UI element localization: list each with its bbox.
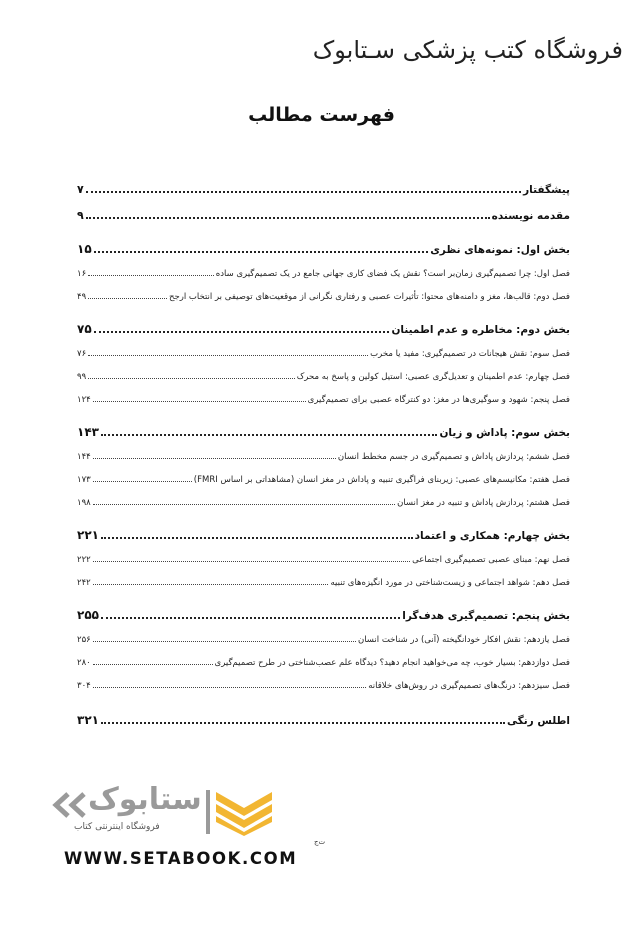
dot-leader (93, 687, 367, 688)
setabook-logo (44, 782, 284, 842)
dot-leader (86, 217, 490, 219)
toc-part-page: ۱۵ (77, 242, 92, 256)
toc-chapter-1[interactable] (77, 256, 570, 279)
toc-part-label: بخش پنجم: تصمیم‌گیری هدف‌گرا (402, 610, 570, 622)
dot-leader (88, 378, 295, 379)
toc-entry-page: ۳۲۱ (77, 713, 99, 727)
toc-intro-section (77, 170, 570, 222)
toc-chapter-page: ۲۲۲ (77, 555, 91, 565)
website-url[interactable]: WWW.SETABOOK.COM (64, 849, 298, 868)
dot-leader (93, 561, 410, 562)
toc-chapter-3[interactable] (77, 336, 570, 359)
toc-entry-atlas[interactable] (77, 701, 570, 727)
toc-chapter-page: ۲۸۰ (77, 658, 91, 668)
toc-part-heading[interactable] (77, 596, 570, 622)
dot-leader (88, 298, 167, 299)
toc-part-label: بخش چهارم: همکاری و اعتماد (414, 530, 570, 542)
toc-entry-author-intro[interactable] (77, 196, 570, 222)
toc-chapter-9[interactable] (77, 542, 570, 565)
toc-part-1 (77, 230, 570, 302)
toc-chapter-7[interactable] (77, 462, 570, 485)
toc-part-label: بخش دوم: مخاطره و عدم اطمینان (391, 324, 570, 336)
dot-leader (88, 275, 214, 276)
table-of-contents (77, 170, 570, 735)
toc-chapter-label: فصل چهارم: عدم اطمینان و تعدیل‌گری عصبی: استیل کولین و پاسخ به محرک (296, 372, 570, 382)
toc-chapter-label: فصل دوازدهم: بسیار خوب، چه می‌خواهید انجام دهید؟ دیدگاه علم عصب‌شناختی در طرح تصمیم‌گیری (214, 658, 570, 668)
double-chevron-icon (48, 792, 92, 818)
toc-chapter-page: ۱۶ (77, 269, 87, 279)
toc-chapter-page: ۱۲۴ (77, 395, 91, 405)
toc-part-page: ۲۵۵ (77, 608, 99, 622)
toc-chapter-page: ۳۰۴ (77, 681, 91, 691)
toc-entry-preface[interactable] (77, 170, 570, 196)
toc-chapter-2[interactable] (77, 279, 570, 302)
toc-chapter-8[interactable] (77, 485, 570, 508)
book-stack-icon (206, 786, 278, 836)
toc-chapter-page: ۱۴۴ (77, 452, 91, 462)
toc-entry-label: مقدمه نویسنده (491, 210, 570, 222)
store-header: فروشگاه کتب پزشکی سـتابوک (312, 36, 623, 64)
toc-part-label: بخش سوم: پاداش و زیان (439, 427, 570, 439)
toc-chapter-10[interactable] (77, 565, 570, 588)
dot-leader (93, 458, 336, 459)
toc-chapter-11[interactable] (77, 622, 570, 645)
dot-leader (94, 331, 390, 333)
toc-part-heading[interactable] (77, 516, 570, 542)
toc-chapter-page: ۱۷۳ (77, 475, 91, 485)
logo-name: ستابوک (88, 782, 202, 817)
toc-chapter-page: ۲۵۶ (77, 635, 91, 645)
toc-part-heading[interactable] (77, 230, 570, 256)
dot-leader (93, 401, 306, 402)
toc-chapter-page: ۴۹ (77, 292, 87, 302)
dot-leader (93, 664, 213, 665)
toc-chapter-label: فصل هشتم: پردازش پاداش و تنبیه در مغز انسان (397, 498, 570, 508)
dot-leader (93, 641, 356, 642)
toc-atlas-section (77, 701, 570, 727)
dot-leader (101, 537, 413, 539)
dot-leader (101, 434, 437, 436)
toc-part-label: بخش اول: نمونه‌های نظری (430, 244, 570, 256)
dot-leader (94, 251, 429, 253)
toc-part-5 (77, 596, 570, 691)
toc-chapter-13[interactable] (77, 668, 570, 691)
dot-leader (101, 617, 400, 619)
toc-part-page: ۲۲۱ (77, 528, 99, 542)
logo-wordmark (44, 782, 204, 842)
toc-chapter-page: ۹۹ (77, 372, 87, 382)
toc-part-heading[interactable] (77, 413, 570, 439)
toc-chapter-5[interactable] (77, 382, 570, 405)
footer-page-number: ت‌ج (314, 838, 326, 846)
toc-entry-page: ۷ (77, 183, 84, 196)
toc-part-page: ۱۴۳ (77, 425, 99, 439)
dot-leader (93, 504, 395, 505)
toc-entry-label: اطلس رنگی (507, 715, 570, 727)
toc-chapter-label: فصل دهم: شواهد اجتماعی و زیست‌شناختی در مورد انگیزه‌های تنبیه (330, 578, 570, 588)
toc-chapter-page: ۷۶ (77, 349, 87, 359)
toc-entry-page: ۹ (77, 209, 84, 222)
toc-chapter-label: فصل سیزدهم: درنگ‌های تصمیم‌گیری در روش‌های خلاقانه (368, 681, 570, 691)
toc-chapter-label: فصل اول: چرا تصمیم‌گیری زمان‌بر است؟ نقش یک فضای کاری جهانی جامع در یک تصمیم‌گیری ساده (215, 269, 570, 279)
toc-part-2 (77, 310, 570, 405)
toc-title: فهرست مطالب (248, 104, 395, 126)
toc-chapter-page: ۱۹۸ (77, 498, 91, 508)
dot-leader (86, 191, 521, 193)
toc-part-3 (77, 413, 570, 508)
toc-part-heading[interactable] (77, 310, 570, 336)
toc-chapter-label: فصل پنجم: شهود و سوگیری‌ها در مغز: دو کنترگاه عصبی برای تصمیم‌گیری (307, 395, 570, 405)
dot-leader (88, 355, 368, 356)
toc-chapter-label: فصل سوم: نقش هیجانات در تصمیم‌گیری: مفید یا مخرب (370, 349, 570, 359)
toc-chapter-4[interactable] (77, 359, 570, 382)
toc-entry-label: پیشگفتار (523, 184, 570, 196)
toc-chapter-page: ۲۴۲ (77, 578, 91, 588)
toc-chapter-label: فصل یازدهم: نقش افکار خودانگیخته (آنی) در شناخت انسان (357, 635, 570, 645)
toc-chapter-12[interactable] (77, 645, 570, 668)
toc-part-4 (77, 516, 570, 588)
toc-chapter-label: فصل نهم: مبنای عصبی تصمیم‌گیری اجتماعی (412, 555, 570, 565)
dot-leader (93, 481, 192, 482)
toc-chapter-label: فصل دوم: قالب‌ها، مغز و دامنه‌های محتوا: تأثیرات عصبی و رفتاری نگرانی از موقعیت‌های توصیفی بر انتخاب ارجح (169, 292, 570, 302)
logo-subtitle: فروشگاه اینترنتی کتاب (74, 822, 160, 832)
toc-chapter-label: فصل ششم: پردازش پاداش و تصمیم‌گیری در جسم مخطط انسان (337, 452, 570, 462)
dot-leader (101, 722, 505, 724)
dot-leader (93, 584, 329, 585)
toc-part-page: ۷۵ (77, 322, 92, 336)
toc-chapter-label: فصل هفتم: مکانیسم‌های عصبی: زیربنای فراگیری تنبیه و پاداش در مغز انسان (مشاهداتی بر اساس FMRI) (193, 475, 570, 485)
toc-chapter-6[interactable] (77, 439, 570, 462)
